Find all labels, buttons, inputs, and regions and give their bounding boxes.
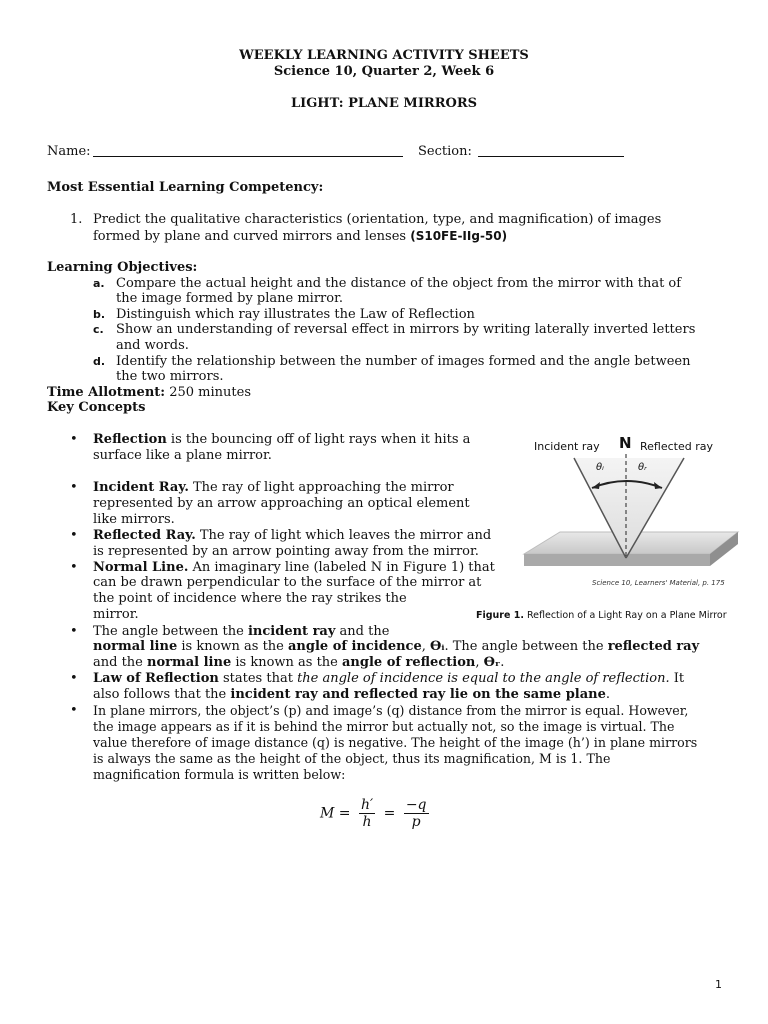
objective-c-letter: c. bbox=[93, 323, 104, 336]
incident-line3: like mirrors. bbox=[93, 512, 175, 527]
melc-number: 1. bbox=[70, 212, 83, 227]
angle-line1: The angle between the incident ray and the bbox=[93, 624, 390, 639]
theta-i-label: θᵢ bbox=[596, 462, 604, 473]
angle-line3: and the normal line is known as the angle of reflection, Ɵᵣ. bbox=[93, 655, 505, 670]
melc-line1: Predict the qualitative characteristics (orientation, type, and magnification) of images bbox=[93, 212, 662, 227]
objective-d-line2: the two mirrors. bbox=[116, 369, 224, 384]
objective-d-letter: d. bbox=[93, 355, 106, 368]
bullet-dot: • bbox=[70, 624, 78, 639]
time-allotment: Time Allotment: 250 minutes bbox=[47, 385, 251, 400]
header-line1: WEEKLY LEARNING ACTIVITY SHEETS bbox=[239, 48, 529, 63]
objective-a-line1: Compare the actual height and the distance of the object from the mirror with that of bbox=[116, 276, 682, 291]
reflected-ray-label: Reflected ray bbox=[640, 440, 713, 453]
bullet-dot: • bbox=[70, 480, 78, 495]
normal-line2: can be drawn perpendicular to the surface of the mirror at bbox=[93, 575, 482, 590]
plane-line1: In plane mirrors, the object’s (p) and image’s (q) distance from the mirror is equal. However, bbox=[93, 703, 689, 718]
mirror-edge bbox=[524, 554, 710, 566]
name-label: Name: bbox=[47, 144, 91, 159]
reflection-line1: Reflection is the bouncing off of light rays when it hits a bbox=[93, 432, 471, 447]
objective-a-letter: a. bbox=[93, 277, 105, 290]
plane-line4: is always the same as the height of the object, thus its magnification, M is 1. The bbox=[93, 751, 611, 766]
bullet-dot: • bbox=[70, 703, 78, 718]
name-field[interactable] bbox=[93, 156, 403, 157]
angle-line2: normal line is known as the angle of incidence, Ɵᵢ. The angle between the reflected ray bbox=[93, 639, 700, 654]
reflected-line2: is represented by an arrow pointing away from the mirror. bbox=[93, 544, 479, 559]
theta-r-label: θᵣ bbox=[638, 462, 647, 473]
incident-line1: Incident Ray. The ray of light approaching the mirror bbox=[93, 480, 454, 495]
page-number: 1 bbox=[715, 978, 722, 991]
objective-a-line2: the image formed by plane mirror. bbox=[116, 291, 344, 306]
incident-line2: represented by an arrow approaching an optical element bbox=[93, 496, 470, 511]
melc-line2: formed by plane and curved mirrors and lenses (S10FE-IIg-50) bbox=[93, 229, 508, 244]
section-label: Section: bbox=[418, 144, 472, 159]
objective-c-line2: and words. bbox=[116, 338, 189, 353]
plane-line2: the image appears as if it is behind the mirror but actually not, so the image is virtual. The bbox=[93, 719, 675, 734]
section-field[interactable] bbox=[478, 156, 624, 157]
normal-line3: the point of incidence where the ray strikes the bbox=[93, 591, 407, 606]
normal-line4: mirror. bbox=[93, 607, 139, 622]
mirror-diagram-svg bbox=[520, 432, 742, 592]
header-line2: Science 10, Quarter 2, Week 6 bbox=[273, 64, 495, 79]
bullet-dot: • bbox=[70, 671, 78, 686]
magnification-formula: M = $\frac{h'}{h}$ = $\frac{-q}{p}$ bbox=[320, 797, 427, 830]
bullet-dot: • bbox=[70, 528, 78, 543]
normal-n-label: N bbox=[619, 434, 632, 452]
bullet-dot: • bbox=[70, 432, 78, 447]
figure-reflection-diagram bbox=[520, 432, 742, 592]
reflected-line1: Reflected Ray. The ray of light which leaves the mirror and bbox=[93, 528, 492, 543]
bullet-dot: • bbox=[70, 560, 78, 575]
objective-b-letter: b. bbox=[93, 308, 106, 321]
objective-c-line1: Show an understanding of reversal effect in mirrors by writing laterally inverted letters bbox=[116, 322, 696, 337]
law-line2: also follows that the incident ray and reflected ray lie on the same plane. bbox=[93, 687, 611, 702]
objectives-heading: Learning Objectives: bbox=[47, 260, 198, 275]
melc-heading: Most Essential Learning Competency: bbox=[47, 180, 324, 195]
figure-caption: Figure 1. Reflection of a Light Ray on a Plane Mirror bbox=[476, 610, 727, 621]
figure-credit: Science 10, Learners' Material, p. 175 bbox=[592, 579, 725, 587]
law-line1: Law of Reflection states that the angle of incidence is equal to the angle of reflection. It bbox=[93, 671, 685, 686]
reflection-line2: surface like a plane mirror. bbox=[93, 448, 272, 463]
plane-line3: value therefore of image distance (q) is negative. The height of the image (h’) in plane mirrors bbox=[93, 735, 698, 750]
melc-code: (S10FE-IIg-50) bbox=[410, 229, 508, 243]
objective-d-line1: Identify the relationship between the number of images formed and the angle between bbox=[116, 354, 691, 369]
normal-line1: Normal Line. An imaginary line (labeled N in Figure 1) that bbox=[93, 560, 495, 575]
incident-ray-label: Incident ray bbox=[534, 440, 600, 453]
page-title: LIGHT: PLANE MIRRORS bbox=[290, 96, 478, 111]
objective-b-line1: Distinguish which ray illustrates the Law of Reflection bbox=[116, 307, 475, 322]
plane-line5: magnification formula is written below: bbox=[93, 767, 346, 782]
key-concepts-heading: Key Concepts bbox=[47, 400, 146, 415]
